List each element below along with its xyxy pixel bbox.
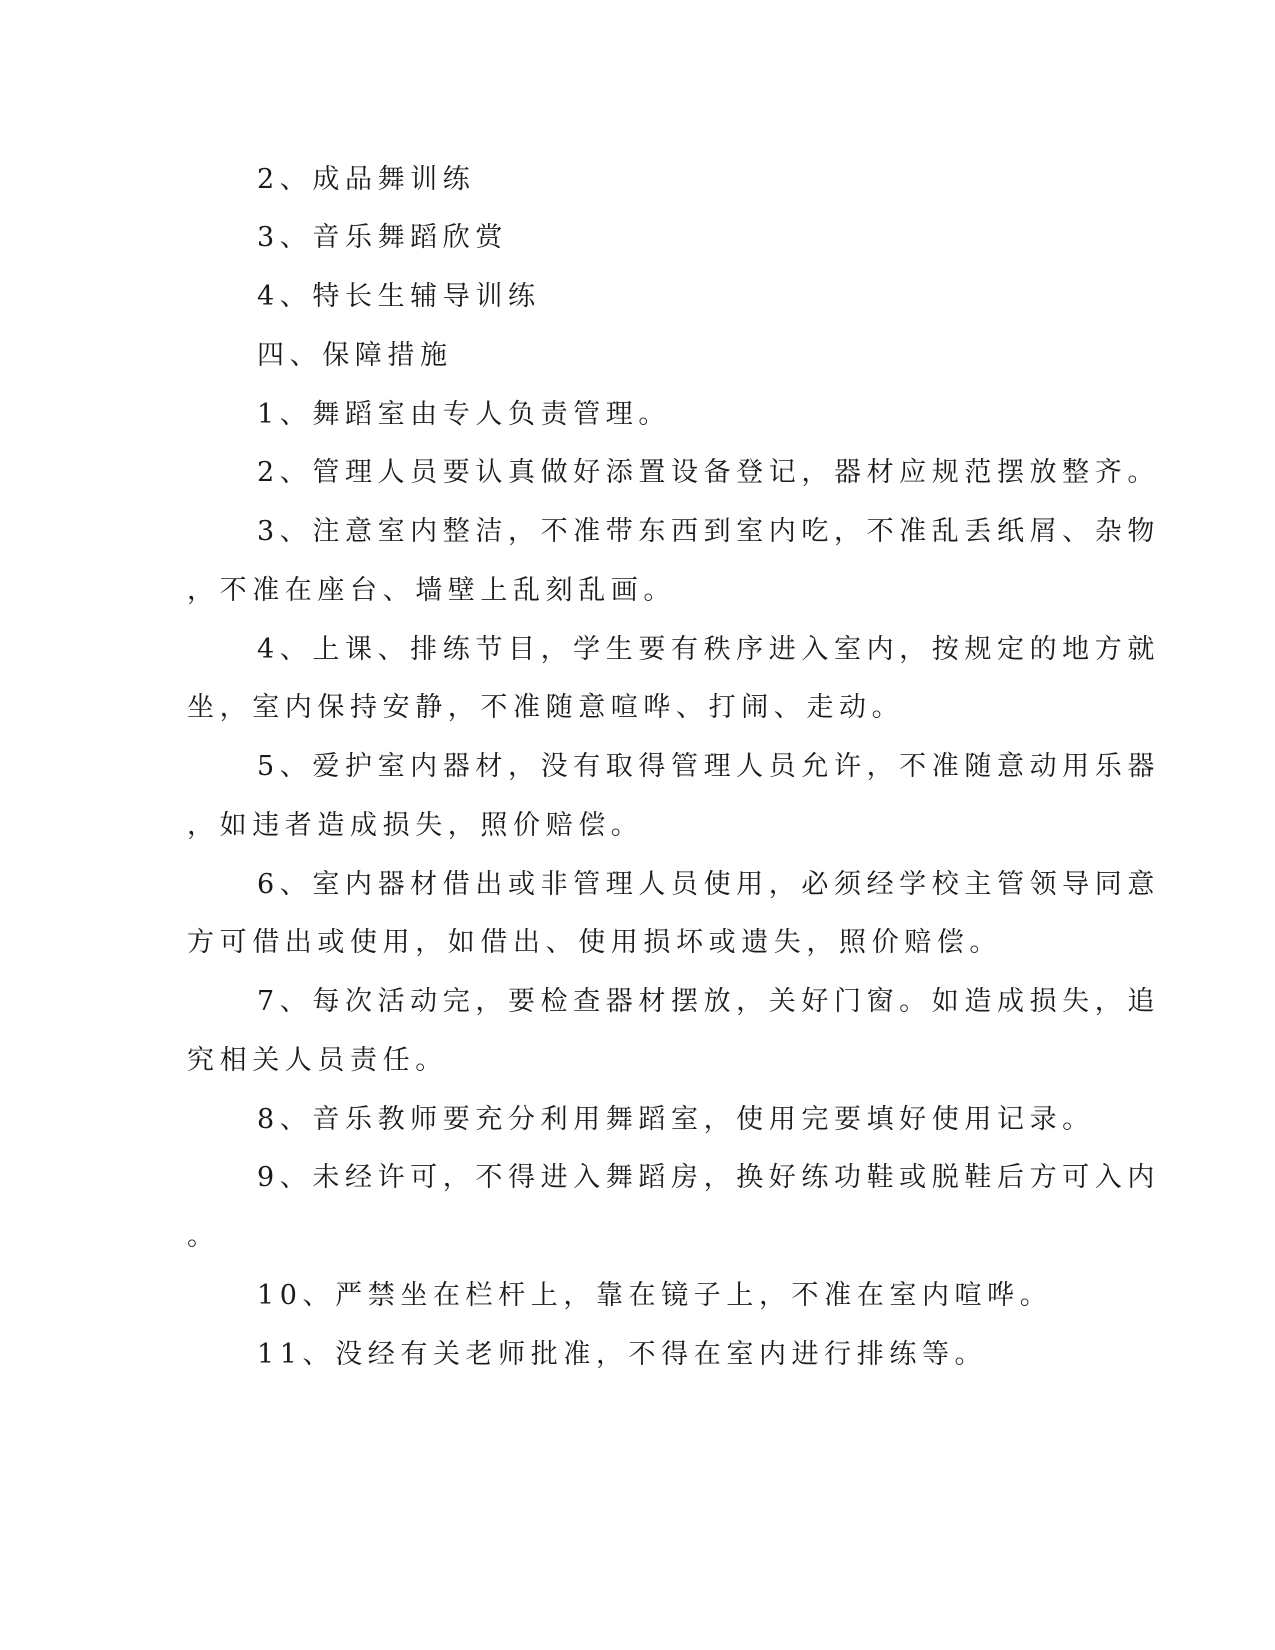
list-item: 2、成品舞训练 xyxy=(257,164,476,195)
rule-item: 3、注意室内整洁，不准带东西到室内吃，不准乱丢纸屑、杂物 xyxy=(257,516,1160,547)
rule-item: 8、音乐教师要充分利用舞蹈室，使用完要填好使用记录。 xyxy=(257,1104,1095,1135)
list-item: 4、特长生辅导训练 xyxy=(257,281,541,312)
rule-item: 7、每次活动完，要检查器材摆放，关好门窗。如造成损失，追 xyxy=(257,986,1160,1017)
rule-item: 1、舞蹈室由专人负责管理。 xyxy=(257,399,671,430)
rule-item: 6、室内器材借出或非管理人员使用，必须经学校主管领导同意 xyxy=(257,869,1160,900)
rule-item: 11、没经有关老师批准，不得在室内进行排练等。 xyxy=(257,1339,988,1370)
section-heading: 四、保障措施 xyxy=(257,340,453,371)
rule-item: 10、严禁坐在栏杆上，靠在镜子上，不准在室内喧哗。 xyxy=(257,1280,1053,1311)
rule-item: 5、爱护室内器材，没有取得管理人员允许，不准随意动用乐器 xyxy=(257,751,1160,782)
rule-item-continuation: 坐，室内保持安静，不准随意喧哗、打闹、走动。 xyxy=(187,692,905,723)
rule-item-continuation: ，不准在座台、墙壁上乱刻乱画。 xyxy=(187,575,676,606)
rule-item-continuation: 究相关人员责任。 xyxy=(187,1045,448,1076)
rule-item: 4、上课、排练节目，学生要有秩序进入室内，按规定的地方就 xyxy=(257,634,1160,665)
rule-item: 9、未经许可，不得进入舞蹈房，换好练功鞋或脱鞋后方可入内 xyxy=(257,1162,1160,1193)
rule-item-continuation: 。 xyxy=(187,1221,220,1252)
rule-item-continuation: ，如违者造成损失，照价赔偿。 xyxy=(187,810,644,841)
rule-item: 2、管理人员要认真做好添置设备登记，器材应规范摆放整齐。 xyxy=(257,457,1160,488)
list-item: 3、音乐舞蹈欣赏 xyxy=(257,222,508,253)
rule-item-continuation: 方可借出或使用，如借出、使用损坏或遗失，照价赔偿。 xyxy=(187,927,1002,958)
